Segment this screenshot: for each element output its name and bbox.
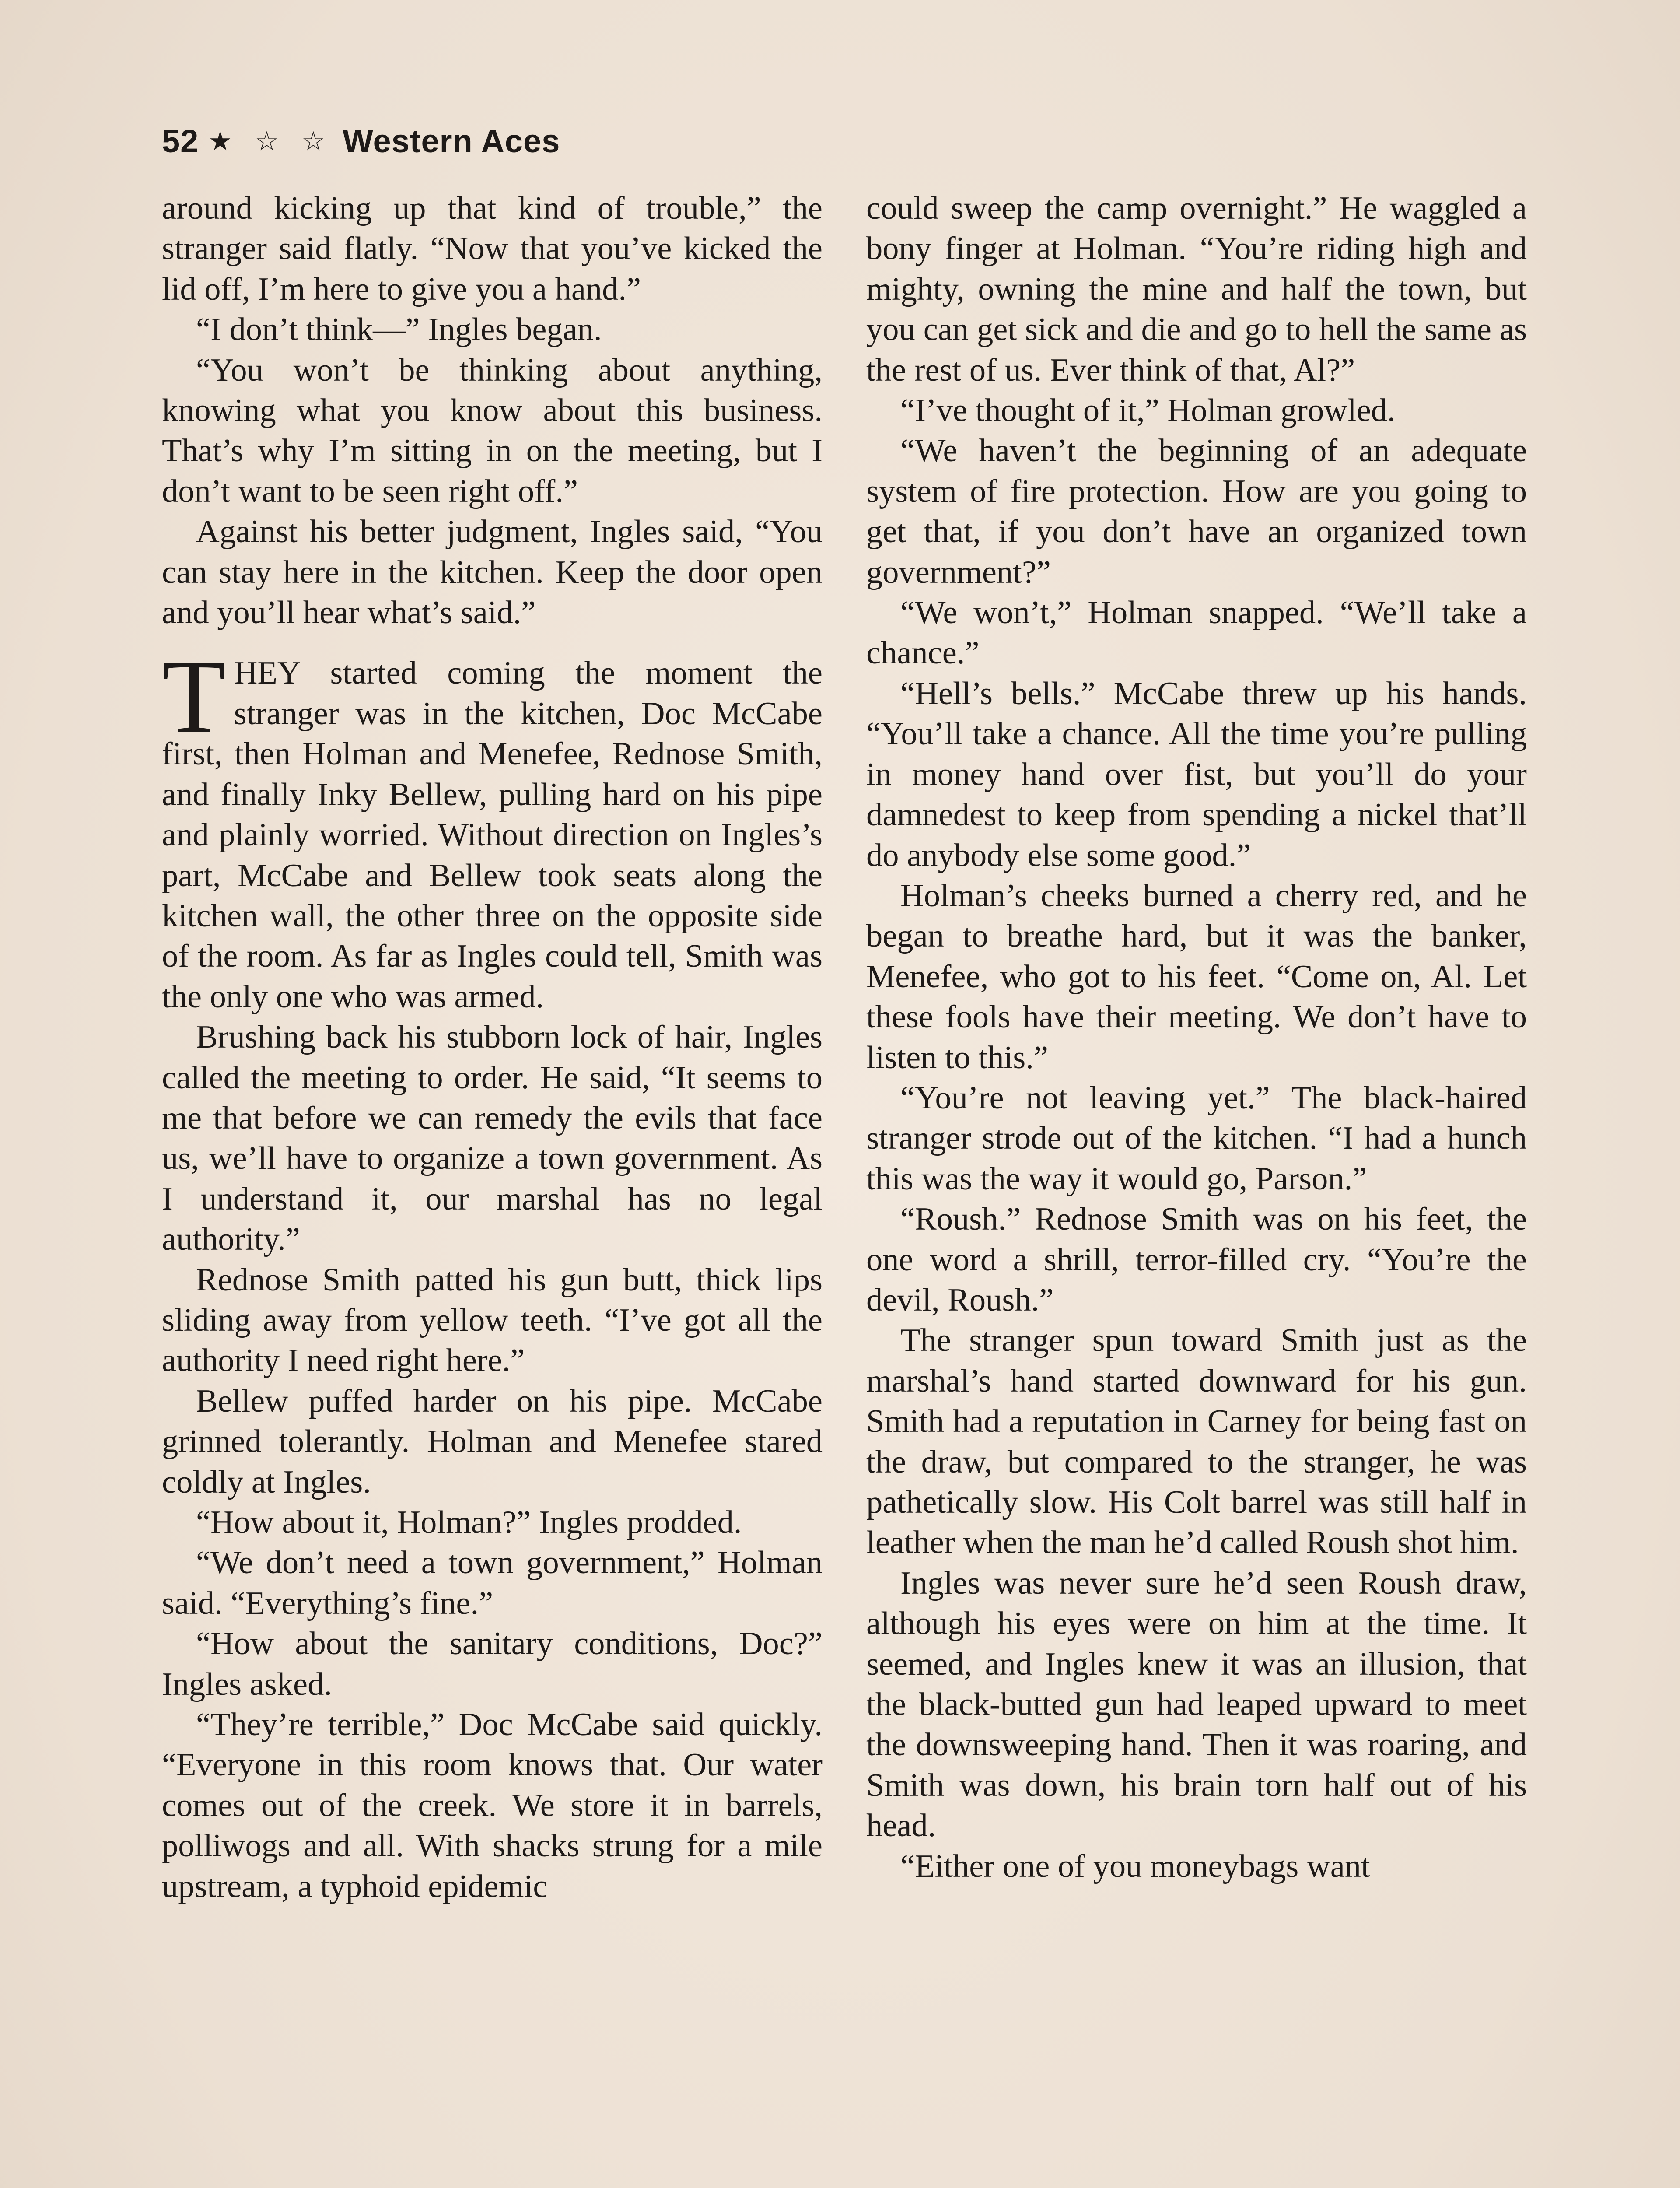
running-header (162, 123, 560, 160)
paragraph: “I’ve thought of it,” Holman growled. (900, 393, 1396, 429)
drop-cap: T (162, 638, 226, 755)
paragraph: “We don’t need a town government,” Holman said. “Everything’s fine.” (162, 1545, 822, 1621)
paragraph: “They’re terrible,” Doc McCabe said quickly. “Everyone in this room knows that. Our water comes out of the creek. We store it in barrels, polliwogs and all. With shacks strung for a mile upstream, a typhoid epidemic (162, 1707, 822, 1904)
paragraph: Rednose Smith patted his gun butt, thick lips sliding away from yellow teeth. “I’ve got all the authority I need right here.” (162, 1262, 822, 1379)
paragraph: “How about the sanitary conditions, Doc?” Ingles asked. (162, 1626, 822, 1702)
paragraph: “You’re not leaving yet.” The black-haired stranger strode out of the kitchen. “I had a hunch this was the way it would go, Parson.” (866, 1080, 1527, 1197)
page-number: 52 (162, 123, 199, 159)
paragraph: “Either one of you moneybags want (900, 1848, 1370, 1884)
paragraph: “You won’t be thinking about anything, knowing what you know about this business. That’s why I’m sitting in on the meeting, but I don’t want to be seen right off.” (162, 352, 822, 509)
paragraph: “How about it, Holman?” Ingles prodded. (196, 1504, 742, 1540)
magazine-title: Western Aces (343, 123, 560, 159)
paragraph: “We haven’t the beginning of an adequate system of fire protection. How are you going to get that, if you don’t have an organized town government?” (866, 433, 1527, 590)
paragraph: around kicking up that kind of trouble,” the stranger said flatly. “Now that you’ve kicked the lid off, I’m here to give you a hand.” (162, 190, 822, 307)
paragraph: Bellew puffed harder on his pipe. McCabe grinned tolerantly. Holman and Menefee stared coldly at Ingles. (162, 1383, 822, 1500)
paragraph: Brushing back his stubborn lock of hair, Ingles called the meeting to order. He said, “It seems to me that before we can remedy the evils that face us, we’ll have to organize a town government. As I understand it, our marshal has no legal authority.” (162, 1019, 822, 1258)
paragraph: could sweep the camp overnight.” He waggled a bony finger at Holman. “You’re riding high and mighty, owning the mine and half the town, but you can get sick and die and go to hell the same as the rest of us. Ever think of that, Al?” (866, 190, 1527, 388)
right-column (866, 188, 1527, 1886)
paragraph: Holman’s cheeks burned a cherry red, and he began to breathe hard, but it was the banker, Menefee, who got to his feet. “Come on, Al. Let these fools have their meeting. We don’t have to listen to this.” (866, 877, 1527, 1076)
paragraph: Against his better judgment, Ingles said, “You can stay here in the kitchen. Keep the door open and you’ll hear what’s said.” (162, 514, 822, 631)
paragraph: “We won’t,” Holman snapped. “We’ll take a chance.” (866, 595, 1527, 671)
paragraph: “I don’t think—” Ingles began. (196, 312, 602, 348)
paragraph: Ingles was never sure he’d seen Roush draw, although his eyes were on him at the time. It seemed, and Ingles knew it was an illusion, that the black-butted gun had leaped upward to meet the downsweeping hand. Then it was roaring, and Smith was down, his brain torn half out of his head. (866, 1565, 1527, 1844)
star-ornament: ★ ☆ ☆ (208, 126, 333, 156)
paragraph: “Hell’s bells.” McCabe threw up his hands. “You’ll take a chance. All the time you’re pulling in money hand over fist, but you’ll do your damnedest to keep from spending a nickel that’ll do anybody else some good.” (866, 675, 1527, 873)
paragraph-text: HEY started coming the moment the stranger was in the kitchen, Doc McCabe first, then Holman and Menefee, Rednose Smith, and finally Inky Bellew, pulling hard on his pipe and plainly worried. Without direction on Ingles’s part, McCabe and Bellew took seats along the kitchen wall, the other three on the opposite side of the room. As far as Ingles could tell, Smith was the only one who was armed. (162, 655, 822, 1015)
paragraph: “Roush.” Rednose Smith was on his feet, the one word a shrill, terror-filled cry. “You’re the devil, Roush.” (866, 1201, 1527, 1318)
paragraph: The stranger spun toward Smith just as the marshal’s hand started downward for his gun. Smith had a reputation in Carney for being fast on the draw, but compared to the stranger, he was pathetically slow. His Colt barrel was still half in leather when the man he’d called Roush shot him. (866, 1322, 1527, 1561)
left-column (162, 188, 822, 1907)
section-opening-paragraph (162, 638, 822, 1017)
